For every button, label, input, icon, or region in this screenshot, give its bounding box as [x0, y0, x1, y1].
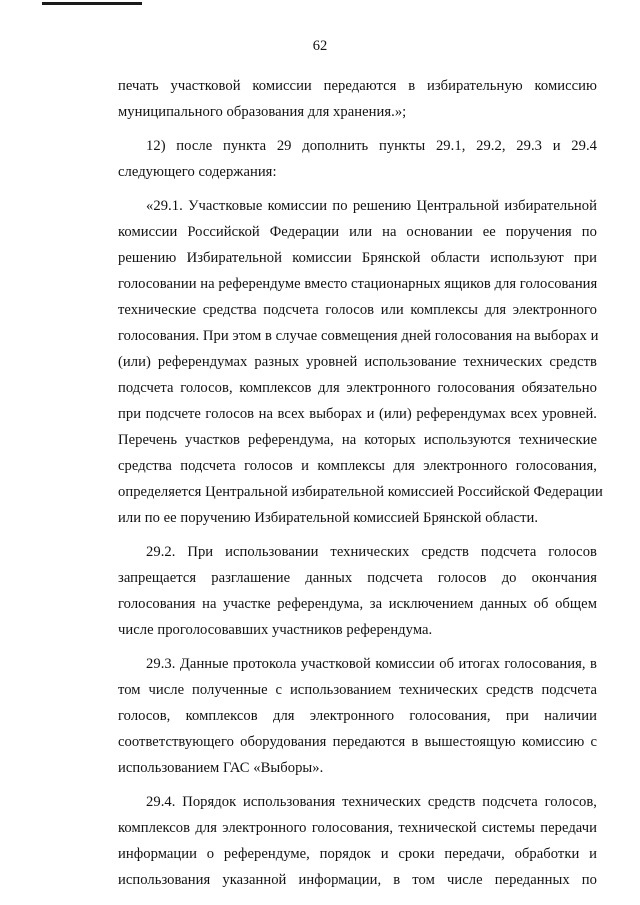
document-body [118, 73, 603, 893]
text-line: (или) референдумах разных уровней использование технических средств [118, 354, 597, 370]
top-scan-rule [42, 2, 142, 5]
text-line: голосов, комплексов для электронного голосования, при наличии [118, 708, 597, 724]
text-line: том числе полученные с использованием технических средств подсчета [118, 682, 597, 698]
text-line: голосования. При этом в случае совмещения дней голосования на выборах и [118, 328, 599, 344]
paragraph-gap [118, 125, 597, 133]
text-line: 29.2. При использовании технических средств подсчета голосов [146, 544, 597, 560]
text-line: следующего содержания: [118, 164, 277, 180]
text-line: решению Избирательной комиссии Брянской области используют при [118, 250, 597, 266]
text-line: подсчета голосов, комплексов для электронного голосования обязательно [118, 380, 597, 396]
text-line: 29.4. Порядок использования технических средств подсчета голосов, [146, 794, 597, 810]
paragraph-gap [118, 643, 597, 651]
text-line: определяется Центральной избирательной комиссией Российской Федерации [118, 484, 603, 500]
text-line: муниципального образования для хранения.»; [118, 104, 407, 120]
text-line: голосования на участке референдума, за исключением данных об общем [118, 596, 597, 612]
text-line: при подсчете голосов на всех выборах и (или) референдумах всех уровней. [118, 406, 597, 422]
text-line: 12) после пункта 29 дополнить пункты 29.1, 29.2, 29.3 и 29.4 [146, 138, 597, 154]
paragraph-gap [118, 185, 597, 193]
paragraph-gap [118, 531, 597, 539]
text-line: использования указанной информации, в том числе переданных по [118, 872, 597, 888]
page-number: 62 [312, 38, 328, 54]
text-line: комплексов для электронного голосования, технической системы передачи [118, 820, 597, 836]
text-line: использованием ГАС «Выборы». [118, 760, 324, 776]
text-line: комиссии Российской Федерации или на основании ее поручения по [118, 224, 597, 240]
text-line: технические средства подсчета голосов или комплексы для электронного [118, 302, 597, 318]
text-line: Перечень участков референдума, на которых используются технические [118, 432, 597, 448]
text-line: или по ее поручению Избирательной комиссией Брянской области. [118, 510, 539, 526]
text-line: печать участковой комиссии передаются в избирательную комиссию [118, 78, 597, 94]
text-line: числе проголосовавших участников референдума. [118, 622, 433, 638]
text-line: голосовании на референдуме вместо стационарных ящиков для голосования [118, 276, 598, 292]
text-line: 29.3. Данные протокола участковой комиссии об итогах голосования, в [146, 656, 597, 672]
text-line: средства подсчета голосов и комплексы для электронного голосования, [118, 458, 597, 474]
paragraph-gap [118, 781, 597, 789]
text-line: соответствующего оборудования передаются в вышестоящую комиссию с [118, 734, 597, 750]
text-line: информации о референдуме, порядок и сроки передачи, обработки и [118, 846, 597, 862]
text-line: запрещается разглашение данных подсчета голосов до окончания [118, 570, 597, 586]
text-line: «29.1. Участковые комиссии по решению Центральной избирательной [146, 198, 597, 214]
